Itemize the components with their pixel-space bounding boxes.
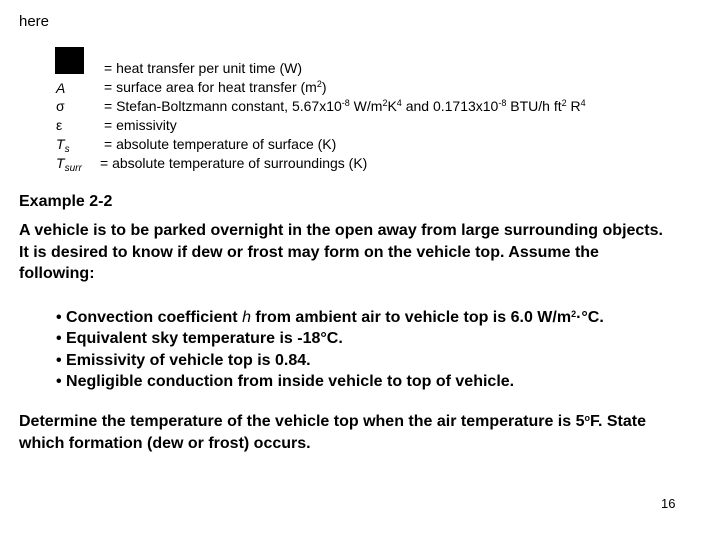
question-line: which formation (dew or frost) occurs.: [19, 435, 311, 452]
symbol-ts: [56, 136, 70, 155]
definition-area: [104, 79, 327, 95]
symbol-area: A: [56, 80, 66, 96]
bullet-text: ·°C.: [576, 309, 604, 326]
subscript: s: [64, 144, 70, 155]
superscript: -8: [498, 98, 507, 108]
definition-text: ): [321, 79, 327, 95]
variable-h: h: [242, 309, 251, 326]
definition-text: R: [566, 98, 581, 114]
bullet-item: • Equivalent sky temperature is -18°C.: [56, 330, 343, 347]
question-line: [19, 413, 646, 431]
definition-text: W/m: [349, 98, 383, 114]
definition-text: = Stefan-Boltzmann constant, 5.67x10: [104, 98, 342, 114]
page-number: 16: [661, 496, 676, 511]
bullet-item: • Emissivity of vehicle top is 0.84.: [56, 352, 311, 369]
subscript: surr: [64, 163, 82, 174]
bullet-text: from ambient air to vehicle top is 6.0 W/m: [250, 309, 572, 326]
symbol-tsurr: [56, 155, 82, 174]
intro-text: here: [19, 13, 50, 30]
superscript: 2: [382, 98, 388, 108]
superscript: 2: [571, 309, 577, 319]
definition-text: K: [387, 98, 397, 114]
definition-text: = absolute temperature of surroundings (K): [100, 155, 368, 171]
problem-line: A vehicle is to be parked overnight in the open away from large surrounding objects.: [19, 222, 663, 239]
redacted-symbol-box: [55, 47, 84, 74]
definition-text: = emissivity: [104, 117, 177, 133]
symbol-epsilon: ε: [56, 117, 63, 133]
definition-text: = absolute temperature of surface (K): [104, 136, 337, 152]
superscript: 4: [396, 98, 402, 108]
definition-surroundings-temp: [100, 155, 367, 171]
question-text: Determine the temperature of the vehicle top when the air temperature is 5: [19, 413, 585, 430]
definition-text: and 0.1713x10: [401, 98, 499, 114]
symbol-letter: T: [56, 155, 65, 171]
problem-line: following:: [19, 265, 95, 282]
definition-stefan-boltzmann: [104, 98, 586, 114]
definition-text: BTU/h ft: [506, 98, 562, 114]
problem-line: It is desired to know if dew or frost may form on the vehicle top. Assume the: [19, 244, 599, 261]
superscript: 4: [580, 98, 586, 108]
definition-text: = surface area for heat transfer (m: [104, 79, 317, 95]
bullet-item: [56, 309, 604, 327]
superscript: 2: [561, 98, 567, 108]
superscript: -8: [341, 98, 350, 108]
question-text: F. State: [589, 413, 646, 430]
superscript: o: [584, 413, 590, 423]
example-title: Example 2-2: [19, 193, 113, 210]
bullet-text: • Convection coefficient: [56, 309, 243, 326]
bullet-item: • Negligible conduction from inside vehicle to top of vehicle.: [56, 373, 515, 390]
definition-heat-rate: [104, 60, 302, 76]
symbol-sigma: σ: [56, 98, 65, 114]
definition-surface-temp: [104, 136, 336, 152]
definition-text: = heat transfer per unit time (W): [104, 60, 303, 76]
definition-emissivity: [104, 117, 177, 133]
superscript: 2: [316, 79, 322, 89]
symbol-letter: T: [56, 136, 65, 152]
